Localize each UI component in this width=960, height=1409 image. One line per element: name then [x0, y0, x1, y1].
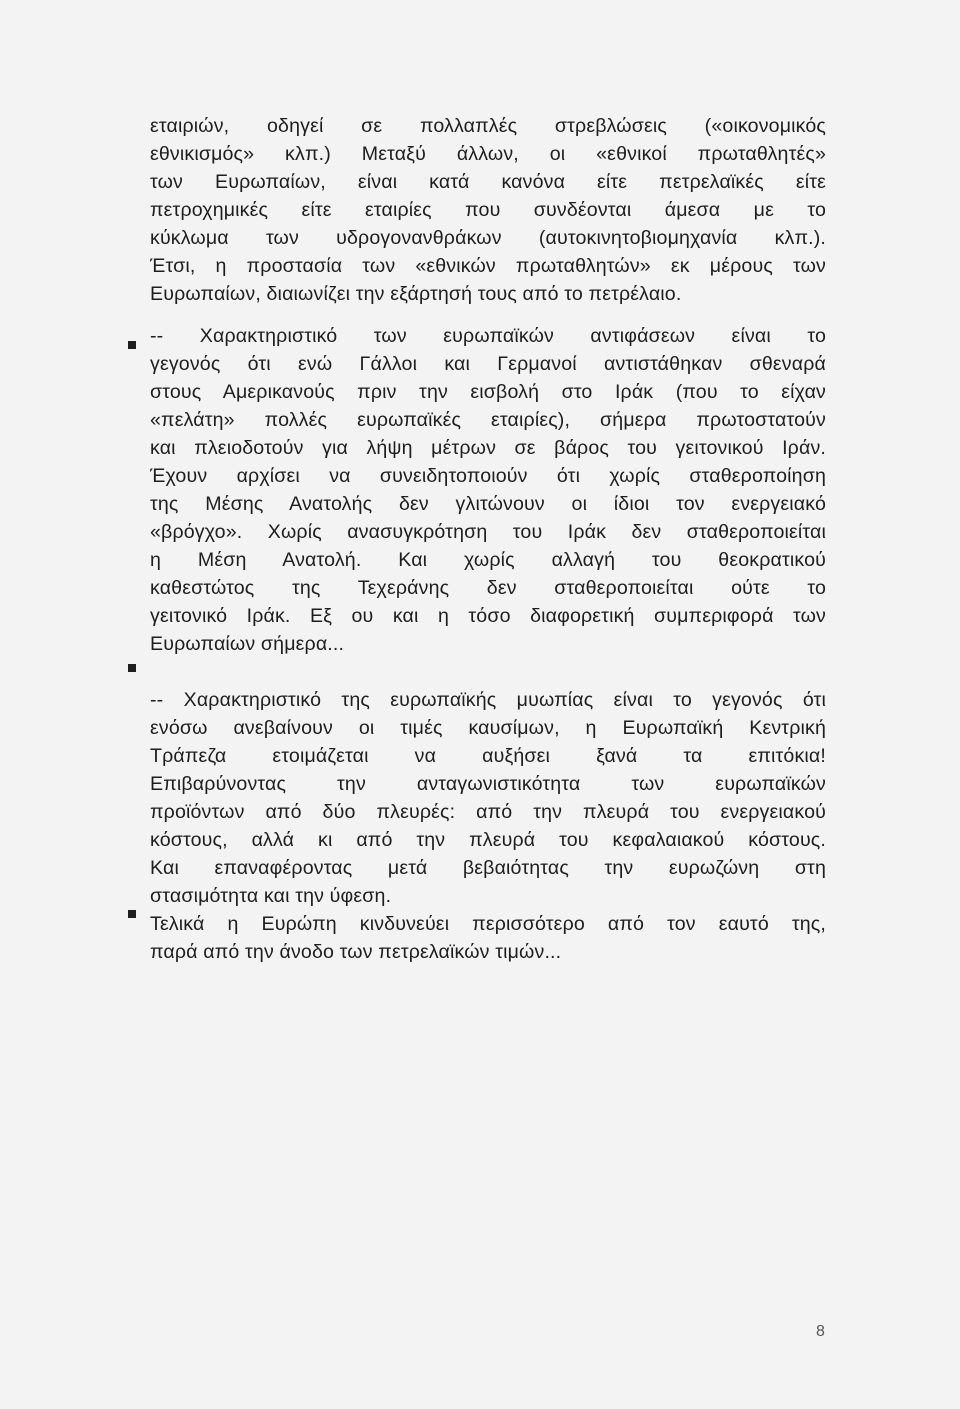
- text-line: Ευρωπαίων, διαιωνίζει την εξάρτησή τους από το πετρέλαιο.: [150, 283, 682, 305]
- text-line: γεγονός ότι ενώ Γάλλοι και Γερμανοί αντιστάθηκαν σθεναρά: [150, 353, 826, 375]
- paragraph-2: [150, 322, 826, 658]
- paragraph-4: [150, 910, 826, 966]
- text-line: της Μέσης Ανατολής δεν γλιτώνουν οι ίδιοι τον ενεργειακό: [150, 493, 826, 515]
- text-line: Έχουν αρχίσει να συνειδητοποιούν ότι χωρίς σταθεροποίηση: [150, 465, 826, 487]
- text-line: Ευρωπαίων σήμερα...: [150, 633, 345, 655]
- text-line: προϊόντων από δύο πλευρές: από την πλευρά του ενεργειακού: [150, 801, 826, 823]
- bullet-marker: [128, 664, 136, 672]
- page-number: 8: [816, 1323, 825, 1340]
- text-line: Επιβαρύνοντας την ανταγωνιστικότητα των ευρωπαϊκών: [150, 773, 826, 795]
- text-line: στους Αμερικανούς πριν την εισβολή στο Ιράκ (που το είχαν: [150, 381, 826, 403]
- body-text: [150, 112, 826, 966]
- text-line: η Μέση Ανατολή. Και χωρίς αλλαγή του θεοκρατικού: [150, 549, 826, 571]
- text-line: Έτσι, η προστασία των «εθνικών πρωταθλητών» εκ μέρους των: [150, 255, 826, 277]
- text-line: και πλειοδοτούν για λήψη μέτρων σε βάρος του γειτονικού Ιράν.: [150, 437, 826, 459]
- text-line: -- Χαρακτηριστικό των ευρωπαϊκών αντιφάσεων είναι το: [150, 325, 826, 347]
- text-line: ενόσω ανεβαίνουν οι τιμές καυσίμων, η Ευρωπαϊκή Κεντρική: [150, 717, 826, 739]
- text-line: παρά από την άνοδο των πετρελαϊκών τιμών...: [150, 941, 562, 963]
- text-line: «βρόγχο». Χωρίς ανασυγκρότηση του Ιράκ δεν σταθεροποιείται: [150, 521, 826, 543]
- text-line: πετροχημικές είτε εταιρίες που συνδέονται άμεσα με το: [150, 199, 826, 221]
- text-line: κόστους, αλλά κι από την πλευρά του κεφαλαιακού κόστους.: [150, 829, 826, 851]
- paragraph-3: [150, 686, 826, 910]
- text-line: εταιριών, οδηγεί σε πολλαπλές στρεβλώσεις («οικονομικός: [150, 115, 826, 137]
- paragraph-1: [150, 112, 826, 308]
- text-line: κύκλωμα των υδρογονανθράκων (αυτοκινητοβιομηχανία κλπ.).: [150, 227, 826, 249]
- text-line: Και επαναφέροντας μετά βεβαιότητας την ευρωζώνη στη: [150, 857, 826, 879]
- text-line: εθνικισμός» κλπ.) Μεταξύ άλλων, οι «εθνικοί πρωταθλητές»: [150, 143, 826, 165]
- text-line: των Ευρωπαίων, είναι κατά κανόνα είτε πετρελαϊκές είτε: [150, 171, 826, 193]
- text-line: γειτονικό Ιράκ. Εξ ου και η τόσο διαφορετική συμπεριφορά των: [150, 605, 826, 627]
- text-line: στασιμότητα και την ύφεση.: [150, 885, 392, 907]
- text-line: Τελικά η Ευρώπη κινδυνεύει περισσότερο από τον εαυτό της,: [150, 913, 826, 935]
- bullet-marker: [128, 910, 136, 918]
- text-line: Τράπεζα ετοιμάζεται να αυξήσει ξανά τα επιτόκια!: [150, 745, 826, 767]
- text-line: καθεστώτος της Τεχεράνης δεν σταθεροποιείται ούτε το: [150, 577, 826, 599]
- bullet-marker: [128, 341, 136, 349]
- text-line: «πελάτη» πολλές ευρωπαϊκές εταιρίες), σήμερα πρωτοστατούν: [150, 409, 826, 431]
- text-line: -- Χαρακτηριστικό της ευρωπαϊκής μυωπίας είναι το γεγονός ότι: [150, 689, 826, 711]
